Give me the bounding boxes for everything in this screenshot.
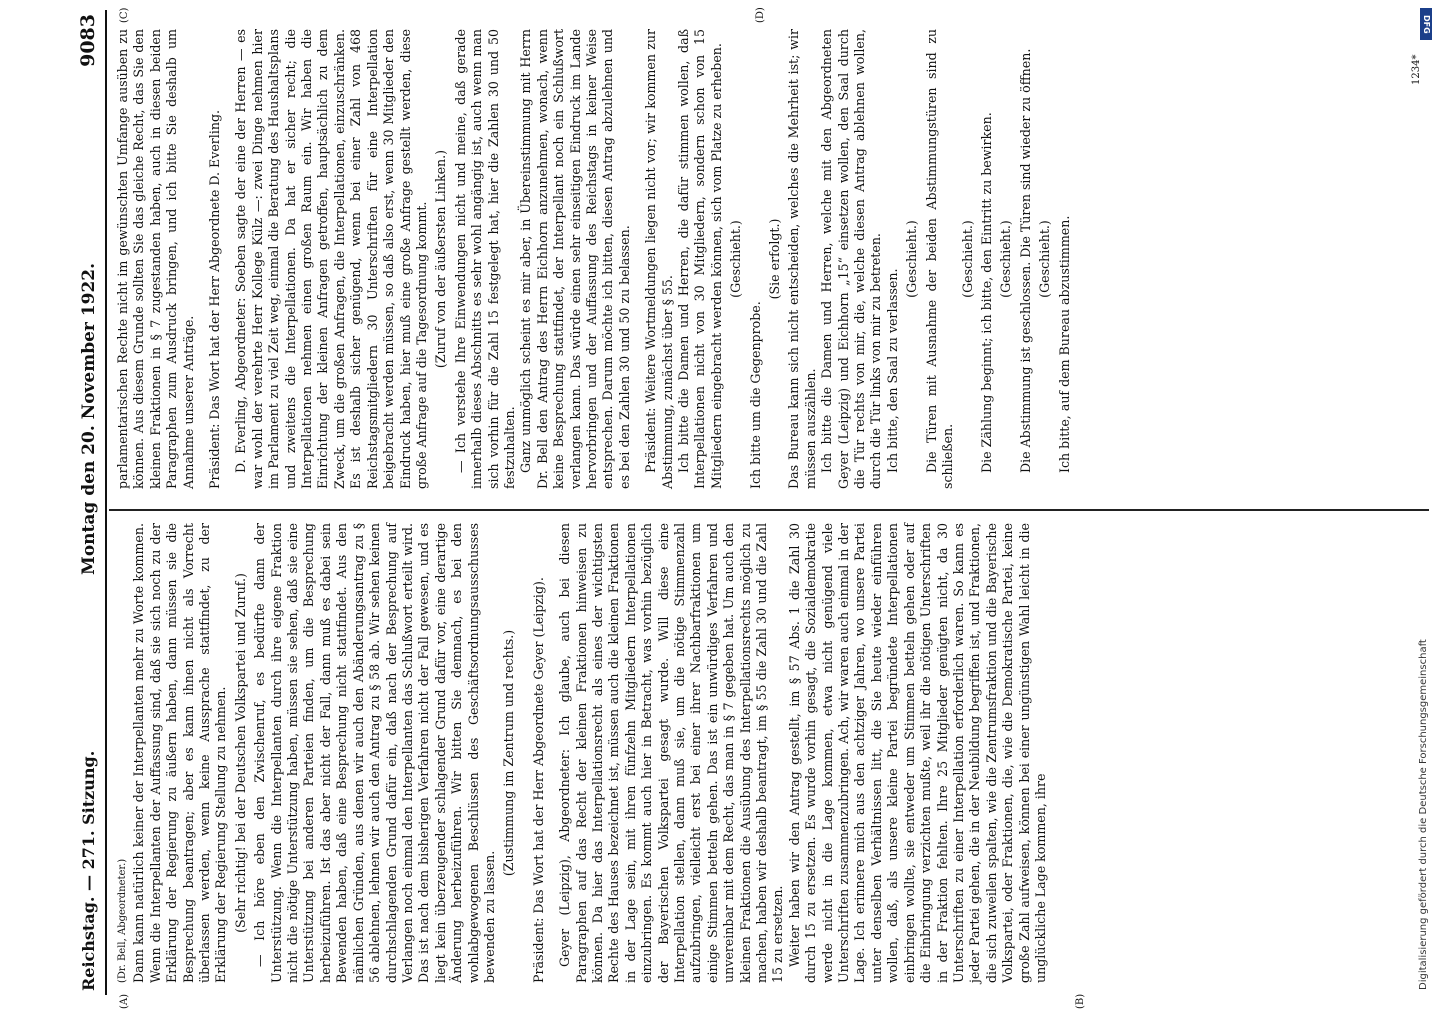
page-number: 9083 (77, 14, 99, 67)
right_column-paragraph: Ich bitte um die Gegenprobe. (747, 301, 763, 489)
right_column-paragraph: (Geschieht.) (1037, 220, 1053, 298)
right-column (115, 29, 1073, 489)
right_column-paragraph: Das Bureau kann sich nicht entscheiden, welches die Mehrheit ist; wir müssen auszählen. (786, 29, 818, 489)
right_column-paragraph: Präsident: Das Wort hat der Herr Abgeordnete D. Everling. (207, 109, 223, 489)
right_column-paragraph: (Sie erfolgt.) (767, 218, 783, 300)
rotated-newspaper-page (75, 7, 1435, 1009)
header-rule (105, 10, 107, 995)
right_column-paragraph: Die Abstimmung ist geschlossen. Die Türen sind wieder zu öffnen. (1017, 48, 1033, 473)
right_column-paragraph: Ich bitte, auf dem Bureau abzustimmen. (1056, 215, 1072, 473)
footer-code: 1234* (1411, 54, 1422, 85)
right_column-spacer (633, 29, 643, 489)
right_column-paragraph: Präsident: Weitere Wortmeldungen liegen nicht vor; wir kommen zur Abstimmung, zunächst über § 55. (643, 29, 675, 489)
digitization-credit: Digitalisierung gefördert durch die Deutsche Forschungsgemeinschaft (1418, 639, 1429, 990)
right_column-paragraph: (Geschieht.) (998, 220, 1014, 298)
right_column-paragraph: D. Everling, Abgeordneter: Soeben sagte der eine der Herren — es war wohl der verehrte Herr Kollege Külz —: zwei Dinge nehmen hier im Parlament zu viel Zeit weg, einmal die Beratung des Haushaltsplans und zweitens die Interpellationen. Da hat er sicher recht; die Interpellationen nehmen einen großen Raum ein. Wir haben die Einrichtung der kleinen Anfragen getroffen, hauptsächlich zu dem Zweck, um die großen Anfragen, die Interpellationen, einzuschränken. Es ist deshalb sicher genügend, wenn bei einer Zahl von 468 Reichstagsmitgliedern 30 Unterschriften für eine Interpellation beigebracht werden müssen, so daß also erst, wenn 30 Mitglieder den Eindruck haben, hier muß eine große Anfrage gestellt werden, diese große Anfrage auf die Tagesordnung kommt. (233, 29, 429, 489)
left_column-paragraph: (Sehr richtig! bei der Deutschen Volkspartei und Zuruf.) (232, 573, 248, 933)
margin-label-b: (B) (1075, 993, 1086, 1009)
right_column-spacer (197, 29, 207, 489)
left_column-paragraph: Geyer (Leipzig), Abgeordneter: Ich glaube, auch bei diesen Paragraphen auf das Recht der kleinen Fraktionen hinweisen zu können. Da hier das Interpellationsrecht als eines der wichtigsten Rechte des Hauses bezeichnet ist, müssen auch die kleinen Fraktionen in der Lage sein, mit ihren fünfzehn Mitgliedern Interpellationen einzubringen. Es kommt auch hier in Betracht, was vorhin bezüglich der Bayerischen Volkspartei gesagt wurde. Will diese eine Interpellation stellen, dann muß sie, um die nötige Stimmenzahl aufzubringen, vielleicht erst bei einer ihrer Nachbarfraktionen um einige Stimmen betteln gehen. Das ist ein unwürdiges Verfahren und unvereinbar mit dem Recht, das man in § 7 gegeben hat. Um auch den kleinen Fraktionen die Ausübung des Interpellationsrechts möglich zu machen, haben wir deshalb beantragt, im § 55 die Zahl 30 und die Zahl 15 zu ersetzen. (557, 523, 786, 983)
dfg-logo: DFG (1420, 8, 1432, 40)
left_column-paragraph: Weiter haben wir den Antrag gestellt, im § 57 Abs. 1 die Zahl 30 durch 15 zu ersetzen. Es wurde vorhin gesagt, die Sozialdemokratie werde nicht in die Lage kommen, etwa nicht genügend viele Unterschriften zusammenzubringen. Ach, wir waren auch einmal in der Lage. Ich erinnere mich aus den achtziger Jahren, wo unsere Partei unter denselben Verhältnissen litt, die Sie heute wieder einführen wollen, daß, als unsere kleine Partei begründete Interpellationen einbringen wollte, sie entweder um Stimmen betteln gehen oder auf die Einbringung verzichten mußte, weil ihr die nötigen Unterschriften in der Fraktion fehlten. Ihre 25 Mitglieder genügten nicht, da 30 Unterschriften zu einer Interpellation erforderlich waren. So kann es jeder Partei gehen, die in der Neubildung begriffen ist, und Fraktionen, die sich zuweilen spalten, wie die Zentrumsfraktion und die Bayerische Volkspartei, oder Fraktionen, die, wie die Demokratische Partei, keine große Zahl aufweisen, können bei einer ungünstigen Wahl leicht in die unglückliche Lage kommen, ihre (786, 523, 1048, 983)
margin-label-d: (D) (755, 7, 766, 23)
right_column-paragraph: Ich bitte die Damen und Herren, welche mit den Abgeordneten Geyer (Leipzig) und Eichhorn „15“ einsetzen wollen, den Saal durch die Tür rechts von mir, die, welche diesen Antrag ablehnen wollen, durch die Tür links von mir zu betreten. (819, 29, 884, 489)
column-divider (109, 509, 1429, 511)
margin-label-c: (C) (119, 7, 130, 23)
margin-label-a: (A) (119, 993, 130, 1009)
right_column-spacer (223, 29, 233, 489)
right_column-paragraph: (Zuruf von der äußersten Linken.) (433, 149, 449, 369)
right_column-paragraph: — Ich verstehe Ihre Einwendungen nicht und meine, daß gerade innerhalb dieses Abschnitts es sehr wohl angängig ist, auch wenn man sich vorhin für die Zahl 15 festgelegt hat, hier die Zahlen 30 und 50 festzuhalten. (452, 29, 517, 489)
left_column-paragraph: Dann kann natürlich keiner der Interpellanten mehr zu Worte kommen. Wenn die Interpellanten der Auffassung sind, daß sie sich noch zu der Erklärung der Regierung zu äußern haben, dann müssen sie die Besprechung beantragen; aber es kann ihnen nicht als Vorrecht überlassen werden, wenn keine Aussprache stattfindet, zu der Erklärung der Regierung Stellung zu nehmen. (131, 523, 229, 983)
left-column (115, 523, 1049, 983)
right_column-paragraph: (Geschieht.) (904, 220, 920, 298)
left_column-spacer (521, 523, 531, 983)
right_column-paragraph: Ich bitte die Damen und Herren, die dafür stimmen wollen, daß Interpellationen nicht von 30 Mitgliedern, sondern schon von 15 Mitgliedern eingebracht werden können, sich vom Platze zu erheben. (676, 29, 724, 489)
right_column-paragraph: (Geschieht.) (959, 220, 975, 298)
left_column-paragraph: (Dr. Bell, Abgeordneter.) (117, 858, 128, 983)
left_column-paragraph: — Ich höre eben den Zwischenruf, es bedürfte dann der Unterstützung. Wenn die Interpellanten durch ihre eigene Fraktion nicht die nötige Unterstützung haben, müssen sie sehen, daß sie eine Unterstützung bei anderen Parteien finden, um die Besprechung herbeizuführen. Ist das aber nicht der Fall, dann muß es dabei sein Bewenden haben, daß eine Besprechung nicht stattfindet. Aus den nämlichen Gründen, aus denen wir auch den Abänderungsantrag zu § 56 ablehnen, lehnen wir auch den Antrag zu § 58 ab. Wir sehen keinen durchschlagenden Grund dafür ein, daß nach der Besprechung auf Verlangen noch einmal den Interpellanten das Schlußwort erteilt wird. Das ist nach dem bisherigen Verfahren nicht der Fall gewesen, und es liegt kein überzeugender schlagender Grund dafür vor, eine derartige Änderung herbeizuführen. Wir bitten Sie demnach, es bei den wohlabgewogenen Beschlüssen des Geschäftsordnungsausschusses bewenden zu lassen. (252, 523, 497, 983)
left_column-paragraph: (Zustimmung im Zentrum und rechts.) (501, 629, 517, 877)
right_column-paragraph: (Geschieht.) (728, 220, 744, 298)
header-date: Montag den 20. November 1922. (79, 262, 99, 575)
page-header (75, 10, 105, 995)
right_column-paragraph: Die Türen mit Ausnahme der beiden Abstimmungstüren sind zu schließen. (923, 29, 956, 489)
right_column-paragraph: Ich bitte, den Saal zu verlassen. (884, 268, 900, 473)
header-left: Reichstag. — 271. Sitzung. (79, 750, 98, 991)
left_column-paragraph: Präsident: Das Wort hat der Herr Abgeordnete Geyer (Leipzig). (530, 577, 546, 983)
right_column-paragraph: Die Zählung beginnt; ich bitte, den Eintritt zu bewirken. (978, 112, 994, 473)
left_column-spacer (547, 523, 557, 983)
right_column-paragraph: parlamentarischen Rechte nicht im gewünschten Umfange ausüben zu können. Aus diesem Grunde sollten Sie das gleiche Recht, das Sie den kleinen Fraktionen in § 7 zugestanden haben, auch in diesen beiden Paragraphen zum Ausdruck bringen, und ich bitte Sie deshalb um Annahme unserer Anträge. (115, 29, 196, 489)
right_column-paragraph: Ganz unmöglich scheint es mir aber, in Übereinstimmung mit Herrn Dr. Bell den Antrag des Herrn Eichhorn anzunehmen, wonach, wenn keine Besprechung stattfindet, der Interpellant noch ein Schlußwort verlangen kann. Das würde einen sehr einseitigen Eindruck im Lande hervorbringen und der Auffassung des Reichstags in keiner Weise entsprechen. Darum möchte ich bitten, diesen Antrag abzulehnen und es bei den Zahlen 30 und 50 zu belassen. (518, 29, 632, 489)
